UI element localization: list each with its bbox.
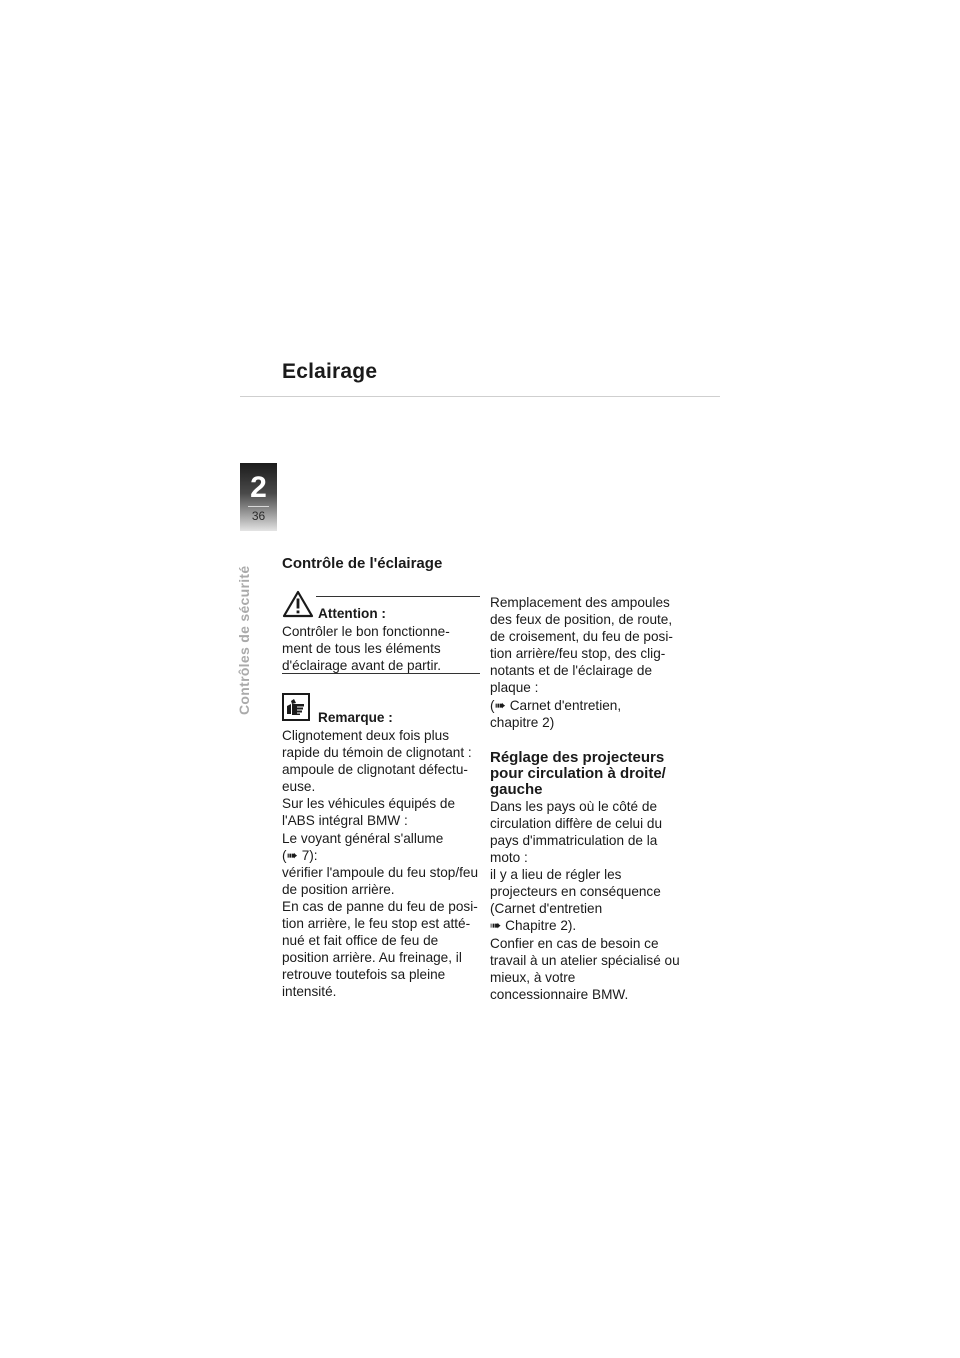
- text-line: des feux de position, de route,: [490, 612, 673, 628]
- text-line: mieux, à votre: [490, 969, 576, 985]
- warning-triangle-icon: [282, 590, 314, 618]
- text-line: il y a lieu de régler les: [490, 867, 622, 883]
- text-line: concessionnaire BMW.: [490, 986, 629, 1002]
- page-title: Eclairage: [282, 360, 378, 383]
- text-line: Le voyant général s'allume: [282, 830, 444, 846]
- text-line: Clignotement deux fois plus: [282, 728, 449, 743]
- chapter-tab-divider: [248, 506, 269, 507]
- chapter-tab: [240, 463, 277, 531]
- text-line: tion arrière/feu stop, des clig-: [490, 646, 666, 662]
- text-line: de position arrière.: [282, 881, 395, 897]
- text-line: intensité.: [282, 984, 337, 1000]
- attention-top-rule: [316, 596, 480, 597]
- text-line: de croisement, du feu de posi-: [490, 629, 673, 645]
- pointing-hand-note-icon: [282, 693, 310, 721]
- text-line: pays d'immatriculation de la: [490, 832, 658, 848]
- right-column: [490, 594, 696, 1003]
- text-line: Remplacement des ampoules: [490, 595, 670, 610]
- heading-line: Réglage des projecteurs: [490, 748, 665, 766]
- text-line: travail à un atelier spécialisé ou: [490, 952, 680, 968]
- text-line: rapide du témoin de clignotant :: [282, 745, 472, 761]
- text-line: ➠ Chapitre 2).: [490, 918, 577, 934]
- text-line: vérifier l'ampoule du feu stop/feu: [282, 864, 479, 880]
- text-line: ampoule de clignotant défectu-: [282, 762, 468, 778]
- text-line: chapitre 2): [490, 714, 555, 730]
- note-label: Remarque :: [318, 710, 393, 725]
- text-line: position arrière. Au freinage, il: [282, 950, 462, 966]
- text-line: (Carnet d'entretien: [490, 901, 603, 917]
- text-line: tion arrière, le feu stop est atté-: [282, 916, 471, 932]
- text-line: plaque :: [490, 680, 539, 696]
- page-number: 36: [251, 509, 266, 523]
- text-line: euse.: [282, 779, 316, 795]
- text-line: (➠ 7):: [282, 847, 318, 863]
- chapter-side-label: Contrôles de sécurité: [236, 565, 252, 715]
- text-line: Contrôler le bon fonctionne-: [282, 624, 450, 639]
- text-line: notants et de l'éclairage de: [490, 663, 653, 679]
- attention-text: [282, 623, 480, 674]
- text-line: ment de tous les éléments: [282, 641, 441, 657]
- adjustment-text: [490, 798, 696, 1003]
- adjustment-heading: [490, 750, 696, 798]
- replacement-text: [490, 594, 696, 731]
- heading-line: pour circulation à droite/: [490, 764, 666, 782]
- section-heading: Contrôle de l'éclairage: [282, 555, 443, 572]
- text-line: circulation diffère de celui du: [490, 815, 663, 831]
- chapter-number: 2: [250, 471, 267, 504]
- text-line: Confier en cas de besoin ce: [490, 935, 659, 951]
- text-line: Dans les pays où le côté de: [490, 798, 658, 814]
- title-divider: [240, 396, 720, 397]
- text-line: nué et fait office de feu de: [282, 933, 439, 949]
- text-line: (➠ Carnet d'entretien,: [490, 697, 622, 713]
- heading-line: gauche: [490, 780, 543, 798]
- text-line: Sur les véhicules équipés de: [282, 796, 456, 812]
- text-line: En cas de panne du feu de posi-: [282, 898, 478, 914]
- text-line: retrouve toutefois sa pleine: [282, 967, 446, 983]
- note-text: [282, 727, 480, 1001]
- attention-bottom-rule: [282, 673, 480, 674]
- attention-label: Attention :: [318, 606, 386, 621]
- text-line: projecteurs en conséquence: [490, 884, 661, 900]
- text-line: d'éclairage avant de partir.: [282, 658, 442, 674]
- text-line: l'ABS intégral BMW :: [282, 813, 408, 829]
- text-line: moto :: [490, 850, 528, 866]
